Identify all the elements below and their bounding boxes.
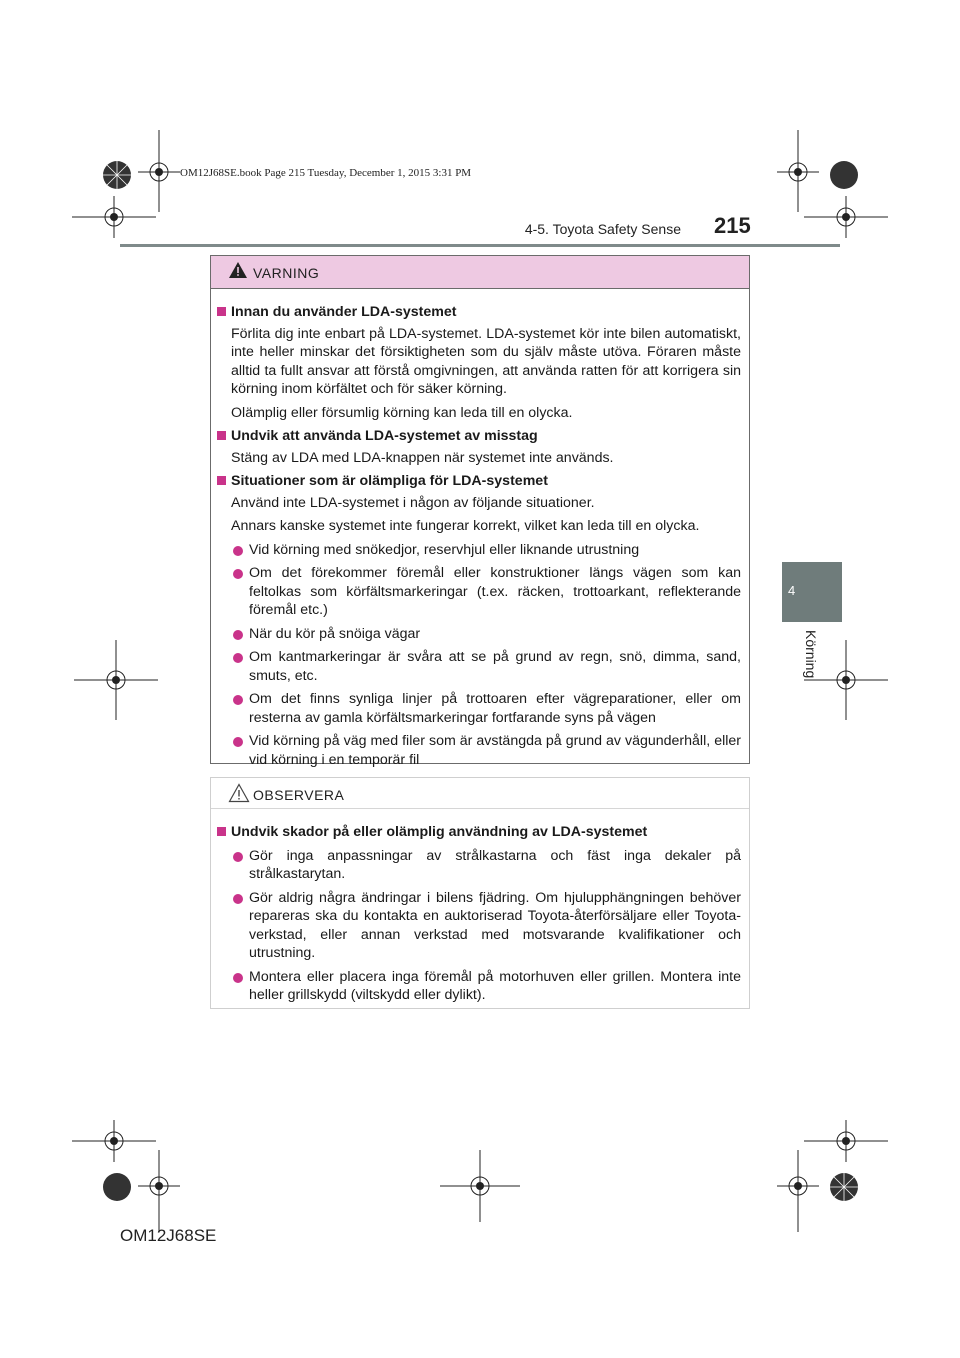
chapter-label: Körning — [803, 630, 819, 679]
crosshair-mark-top-right-b — [804, 196, 888, 238]
section-title: 4-5. Toyota Safety Sense — [524, 221, 681, 237]
warning-triangle-icon — [228, 261, 248, 284]
notice-heading: Undvik skador på eller olämplig användning av LDA-systemet — [217, 823, 741, 842]
header-rule — [120, 244, 840, 247]
page-number: 215 — [714, 213, 751, 238]
registration-mark-top-left — [102, 160, 132, 190]
chapter-number: 4 — [788, 583, 796, 598]
book-info: OM12J68SE.book Page 215 Tuesday, December 1, 2015 3:31 PM — [180, 167, 472, 179]
warning-box — [210, 255, 750, 768]
warning-bullet: När du kör på snöiga vägar — [217, 625, 741, 644]
warning-heading-2: Undvik att använda LDA-systemet av misstag — [217, 427, 741, 446]
warning-bullet: Om det förekommer föremål eller konstruktioner längs vägen som kan feltolkas som körfältsmarkeringar (t.ex. räcken, trottoarkant, reflekterande föremål etc.) — [217, 564, 741, 620]
warning-paragraph: Stäng av LDA med LDA-knappen när systemet inte används. — [231, 449, 614, 466]
warning-heading-3: Situationer som är olämpliga för LDA-systemet — [217, 472, 741, 491]
notice-header — [211, 778, 749, 809]
warning-paragraph: Olämplig eller försumlig körning kan leda till en olycka. — [231, 404, 573, 421]
notice-box — [210, 777, 750, 1009]
registration-mark-top-right — [829, 160, 859, 190]
crosshair-mark-mid-left — [74, 640, 158, 720]
registration-mark-bottom-right — [829, 1172, 859, 1202]
warning-bullet: Om kantmarkeringar är svåra att se på grund av regn, snö, dimma, sand, smuts, etc. — [217, 648, 741, 685]
crosshair-mark-top-left-b — [72, 196, 156, 238]
warning-paragraph: Annars kanske systemet inte fungerar korrekt, vilket kan leda till en olycka. — [231, 518, 700, 534]
warning-header — [211, 256, 749, 289]
caution-triangle-icon — [228, 783, 250, 808]
warning-paragraph: Använd inte LDA-systemet i någon av följande situationer. — [231, 494, 595, 511]
manual-code: OM12J68SE — [120, 1226, 217, 1245]
warning-paragraph: Förlita dig inte enbart på LDA-systemet. LDA-systemet kör inte bilen automatiskt, inte heller minskar det försiktigheten som du själv måste utöva. Föraren måste alltid ta fullt ansvar att förstå omgivningen, att använda ratten för att korrigera sin körning inom körfältet och för säker körning. — [231, 325, 741, 397]
crosshair-mark-bottom-center — [440, 1150, 520, 1222]
notice-bullet: Gör aldrig några ändringar i bilens fjädring. Om hjulupphängningen behöver repareras ska du kontakta en auktoriserad Toyota-återförsäljare eller Toyota-verkstad, eller annan verkstad med motsvarande kvalifikationer och utrustning. — [217, 889, 741, 963]
warning-bullet: Vid körning på väg med filer som är avstängda på grund av vägunderhåll, eller vid körning i en temporär fil — [217, 732, 741, 769]
registration-mark-bottom-left — [102, 1172, 132, 1202]
notice-bullet: Gör inga anpassningar av strålkastarna och fäst inga dekaler på strålkastarytan. — [217, 847, 741, 884]
warning-bullet: Vid körning med snökedjor, reservhjul eller liknande utrustning — [217, 541, 741, 560]
warning-title: VARNING — [253, 265, 320, 281]
notice-bullet: Montera eller placera inga föremål på motorhuven eller grillen. Montera inte heller grillskydd (viltskydd eller dylikt). — [217, 968, 741, 1005]
crosshair-mark-bottom-left-b — [138, 1150, 180, 1232]
warning-bullet: Om det finns synliga linjer på trottoaren efter vägreparationer, eller om resterna av gamla körfältsmarkeringar fortfarande syns på vägen — [217, 690, 741, 727]
warning-heading-1: Innan du använder LDA-systemet — [217, 303, 741, 322]
crosshair-mark-bottom-right-b — [777, 1150, 819, 1232]
notice-title: OBSERVERA — [253, 787, 345, 803]
notice-content — [211, 809, 749, 1005]
warning-content — [211, 289, 749, 769]
